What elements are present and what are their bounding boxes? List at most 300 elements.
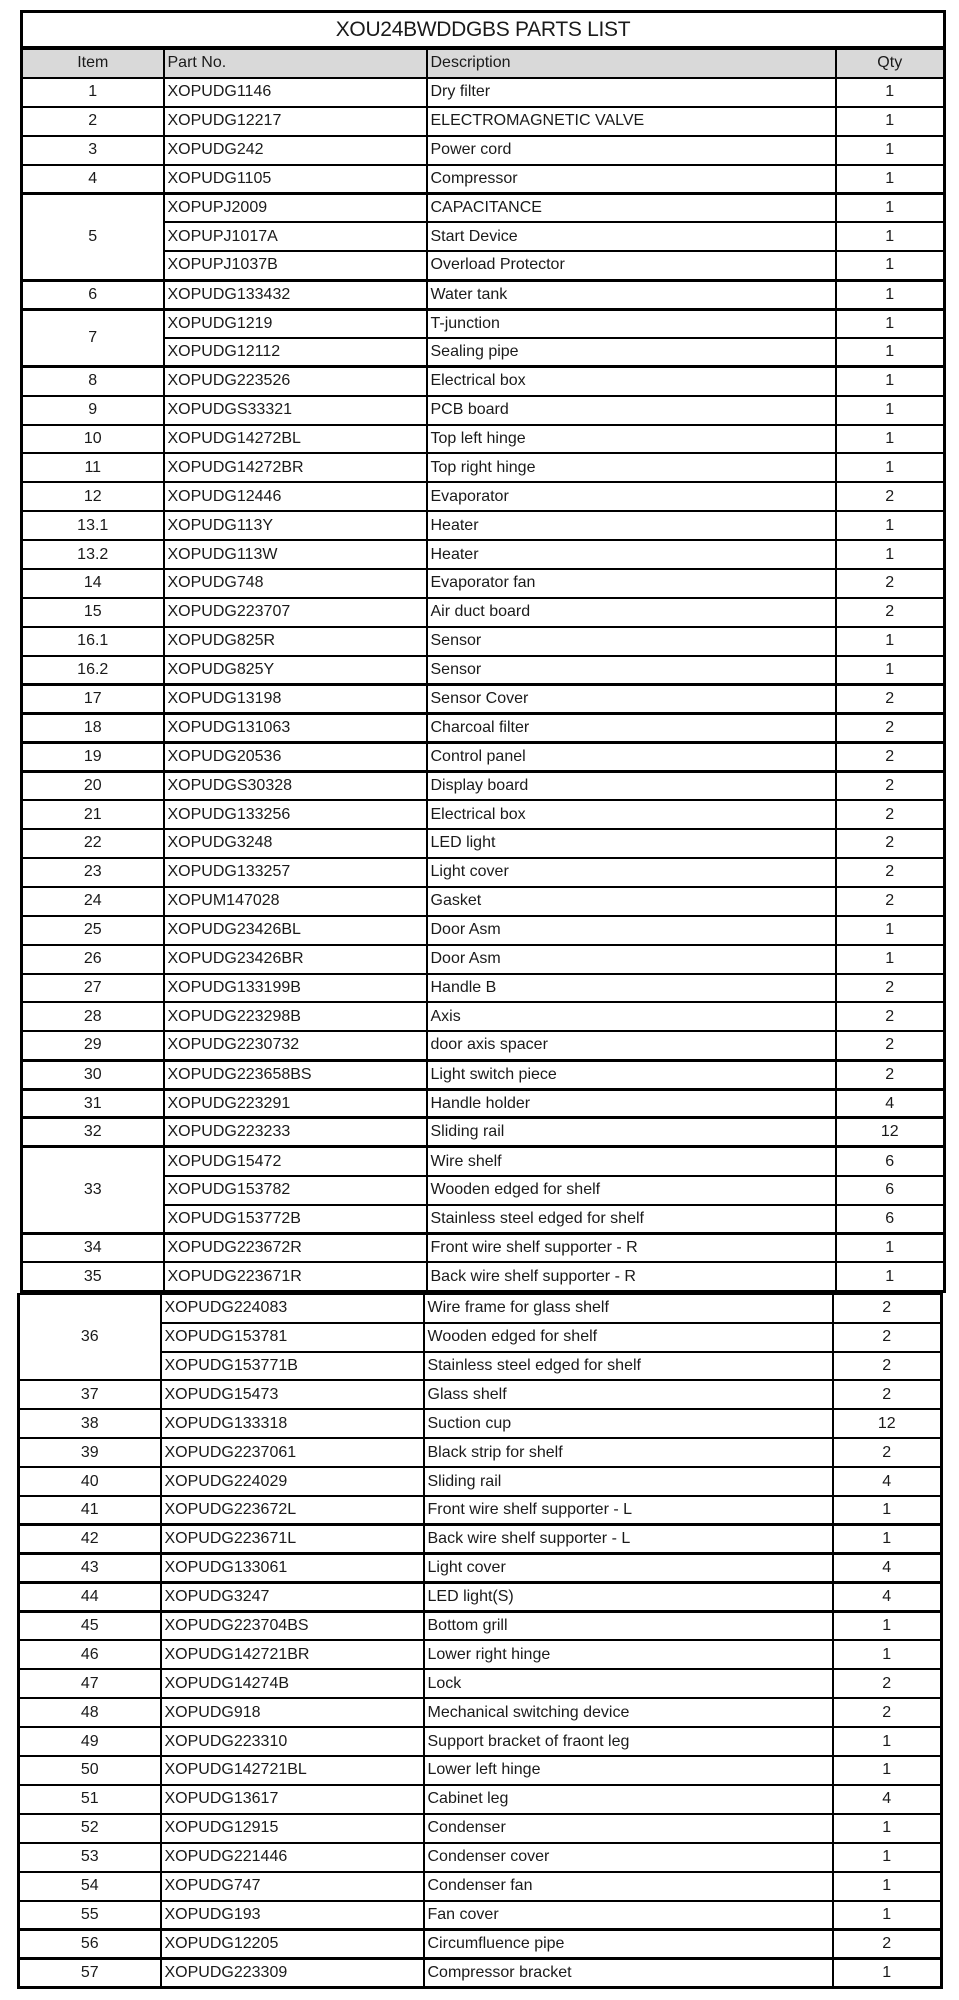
parts-table-lower	[17, 1293, 943, 1989]
table-row	[22, 280, 945, 309]
cell-qty: 2	[836, 1031, 945, 1060]
parts-table-body-upper	[22, 78, 945, 1291]
cell-item: 12	[22, 482, 164, 511]
cell-description: Lock	[424, 1669, 833, 1698]
cell-description: Wire shelf	[427, 1147, 836, 1176]
cell-item: 21	[22, 800, 164, 829]
cell-part-no: XOPUDG223233	[164, 1118, 427, 1147]
cell-qty: 1	[836, 251, 945, 280]
cell-item: 53	[19, 1843, 161, 1872]
cell-qty: 1	[833, 1727, 942, 1756]
cell-part-no: XOPUM147028	[164, 887, 427, 916]
cell-qty: 1	[833, 1640, 942, 1669]
cell-item: 34	[22, 1234, 164, 1263]
cell-part-no: XOPUDG133199B	[164, 974, 427, 1003]
table-row	[22, 1089, 945, 1118]
cell-description: Cabinet leg	[424, 1785, 833, 1814]
table-row	[19, 1929, 942, 1958]
cell-description: Heater	[427, 540, 836, 569]
cell-qty: 2	[836, 598, 945, 627]
cell-item: 54	[19, 1872, 161, 1901]
cell-description: Light switch piece	[427, 1060, 836, 1089]
table-row	[22, 713, 945, 742]
cell-qty: 4	[836, 1089, 945, 1118]
table-row	[19, 1525, 942, 1554]
cell-qty: 2	[833, 1352, 942, 1381]
cell-item: 23	[22, 858, 164, 887]
cell-description: Electrical box	[427, 800, 836, 829]
cell-description: Sliding rail	[424, 1467, 833, 1496]
cell-qty: 1	[836, 107, 945, 136]
cell-item: 27	[22, 974, 164, 1003]
cell-item: 9	[22, 396, 164, 425]
table-row	[22, 771, 945, 800]
table-row	[22, 1002, 945, 1031]
cell-qty: 1	[836, 396, 945, 425]
cell-description: Top right hinge	[427, 453, 836, 482]
table-row	[19, 1958, 942, 1987]
cell-description: Condenser	[424, 1814, 833, 1843]
cell-part-no: XOPUDG153782	[164, 1176, 427, 1205]
cell-qty: 1	[836, 222, 945, 251]
cell-qty: 1	[833, 1872, 942, 1901]
table-row	[19, 1872, 942, 1901]
cell-qty: 1	[836, 309, 945, 338]
cell-item: 15	[22, 598, 164, 627]
table-row	[22, 858, 945, 887]
cell-qty: 2	[836, 685, 945, 714]
cell-qty: 2	[836, 771, 945, 800]
cell-qty: 1	[836, 1234, 945, 1263]
cell-qty: 2	[833, 1380, 942, 1409]
cell-item: 16.1	[22, 627, 164, 656]
cell-description: LED light	[427, 829, 836, 858]
cell-item: 48	[19, 1698, 161, 1727]
cell-item: 20	[22, 771, 164, 800]
table-row	[22, 1118, 945, 1147]
cell-part-no: XOPUDG825R	[164, 627, 427, 656]
table-row	[22, 1234, 945, 1263]
cell-qty: 4	[833, 1583, 942, 1612]
cell-part-no: XOPUDG23426BR	[164, 945, 427, 974]
cell-description: LED light(S)	[424, 1583, 833, 1612]
cell-description: Compressor bracket	[424, 1958, 833, 1987]
cell-item: 6	[22, 280, 164, 309]
cell-qty: 2	[833, 1929, 942, 1958]
cell-part-no: XOPUDG133257	[164, 858, 427, 887]
cell-item: 1	[22, 78, 164, 107]
cell-part-no: XOPUDG825Y	[164, 656, 427, 685]
cell-part-no: XOPUDG14272BL	[164, 425, 427, 454]
cell-description: door axis spacer	[427, 1031, 836, 1060]
cell-qty: 6	[836, 1176, 945, 1205]
cell-item: 38	[19, 1409, 161, 1438]
cell-part-no: XOPUDG918	[161, 1698, 424, 1727]
cell-item: 10	[22, 425, 164, 454]
cell-qty: 1	[836, 338, 945, 367]
cell-item: 29	[22, 1031, 164, 1060]
cell-part-no: XOPUDG12915	[161, 1814, 424, 1843]
cell-part-no: XOPUDG153781	[161, 1323, 424, 1352]
table-row	[19, 1785, 942, 1814]
table-row	[19, 1843, 942, 1872]
cell-qty: 1	[836, 540, 945, 569]
cell-part-no: XOPUDG224083	[161, 1294, 424, 1323]
table-row	[22, 540, 945, 569]
table-row	[22, 1060, 945, 1089]
cell-description: CAPACITANCE	[427, 193, 836, 222]
cell-description: Wooden edged for shelf	[424, 1323, 833, 1352]
cell-item: 13.1	[22, 511, 164, 540]
cell-item: 24	[22, 887, 164, 916]
cell-qty: 1	[836, 453, 945, 482]
cell-description: PCB board	[427, 396, 836, 425]
cell-description: Sensor	[427, 627, 836, 656]
cell-item: 51	[19, 1785, 161, 1814]
table-row	[19, 1727, 942, 1756]
cell-qty: 2	[836, 858, 945, 887]
cell-item: 47	[19, 1669, 161, 1698]
cell-qty: 12	[833, 1409, 942, 1438]
cell-part-no: XOPUDG223704BS	[161, 1612, 424, 1641]
cell-description: Stainless steel edged for shelf	[427, 1205, 836, 1234]
table-row	[19, 1640, 942, 1669]
cell-description: Bottom grill	[424, 1612, 833, 1641]
cell-part-no: XOPUDG15472	[164, 1147, 427, 1176]
cell-part-no: XOPUDG224029	[161, 1467, 424, 1496]
cell-description: Handle B	[427, 974, 836, 1003]
cell-part-no: XOPUDG223672R	[164, 1234, 427, 1263]
cell-description: Door Asm	[427, 945, 836, 974]
cell-description: Electrical box	[427, 367, 836, 396]
cell-description: ELECTROMAGNETIC VALVE	[427, 107, 836, 136]
table-row	[22, 887, 945, 916]
cell-description: Heater	[427, 511, 836, 540]
cell-part-no: XOPUDG12217	[164, 107, 427, 136]
cell-part-no: XOPUDG133061	[161, 1554, 424, 1583]
column-header-description: Description	[427, 49, 836, 78]
cell-description: Sealing pipe	[427, 338, 836, 367]
table-row	[22, 193, 945, 222]
cell-part-no: XOPUDG223671R	[164, 1262, 427, 1291]
cell-qty: 2	[836, 713, 945, 742]
table-row	[19, 1496, 942, 1525]
cell-description: Overload Protector	[427, 251, 836, 280]
cell-qty: 1	[836, 78, 945, 107]
cell-part-no: XOPUDG20536	[164, 742, 427, 771]
table-row	[19, 1438, 942, 1467]
cell-part-no: XOPUDG3247	[161, 1583, 424, 1612]
cell-item: 41	[19, 1496, 161, 1525]
cell-item: 14	[22, 569, 164, 598]
table-row	[22, 1262, 945, 1291]
cell-qty: 1	[836, 367, 945, 396]
cell-qty: 2	[833, 1669, 942, 1698]
cell-qty: 1	[836, 916, 945, 945]
cell-part-no: XOPUDG193	[161, 1901, 424, 1930]
cell-part-no: XOPUPJ2009	[164, 193, 427, 222]
cell-qty: 12	[836, 1118, 945, 1147]
parts-list-sheet	[20, 10, 946, 1989]
cell-description: Fan cover	[424, 1901, 833, 1930]
cell-qty: 1	[833, 1843, 942, 1872]
cell-description: Front wire shelf supporter - L	[424, 1496, 833, 1525]
cell-qty: 2	[836, 974, 945, 1003]
cell-part-no: XOPUDG23426BL	[164, 916, 427, 945]
cell-item: 33	[22, 1147, 164, 1234]
cell-description: Charcoal filter	[427, 713, 836, 742]
parts-table-upper	[20, 48, 946, 1293]
cell-part-no: XOPUDG2230732	[164, 1031, 427, 1060]
cell-item: 26	[22, 945, 164, 974]
cell-description: Stainless steel edged for shelf	[424, 1352, 833, 1381]
cell-description: Lower left hinge	[424, 1756, 833, 1785]
cell-item: 3	[22, 136, 164, 165]
cell-part-no: XOPUDG15473	[161, 1380, 424, 1409]
cell-description: Back wire shelf supporter - L	[424, 1525, 833, 1554]
cell-qty: 2	[836, 800, 945, 829]
cell-qty: 2	[833, 1294, 942, 1323]
cell-qty: 1	[833, 1901, 942, 1930]
cell-part-no: XOPUDG113W	[164, 540, 427, 569]
cell-item: 42	[19, 1525, 161, 1554]
cell-description: Mechanical switching device	[424, 1698, 833, 1727]
cell-part-no: XOPUDG142721BR	[161, 1640, 424, 1669]
cell-item: 35	[22, 1262, 164, 1291]
cell-part-no: XOPUDG1105	[164, 165, 427, 194]
cell-description: Start Device	[427, 222, 836, 251]
table-row	[19, 1583, 942, 1612]
cell-qty: 1	[836, 627, 945, 656]
cell-qty: 4	[833, 1785, 942, 1814]
cell-part-no: XOPUDG133256	[164, 800, 427, 829]
cell-part-no: XOPUDG153772B	[164, 1205, 427, 1234]
cell-item: 49	[19, 1727, 161, 1756]
cell-qty: 1	[836, 656, 945, 685]
cell-description: Water tank	[427, 280, 836, 309]
cell-qty: 1	[836, 136, 945, 165]
cell-qty: 1	[836, 1262, 945, 1291]
cell-part-no: XOPUDG2237061	[161, 1438, 424, 1467]
cell-item: 40	[19, 1467, 161, 1496]
cell-description: Black strip for shelf	[424, 1438, 833, 1467]
cell-part-no: XOPUDG1219	[164, 309, 427, 338]
cell-item: 43	[19, 1554, 161, 1583]
table-row	[22, 742, 945, 771]
cell-description: Glass shelf	[424, 1380, 833, 1409]
table-row	[22, 165, 945, 194]
cell-qty: 4	[833, 1554, 942, 1583]
table-row	[19, 1612, 942, 1641]
table-row	[22, 569, 945, 598]
cell-qty: 2	[833, 1698, 942, 1727]
cell-description: T-junction	[427, 309, 836, 338]
cell-part-no: XOPUPJ1017A	[164, 222, 427, 251]
cell-item: 31	[22, 1089, 164, 1118]
cell-description: Top left hinge	[427, 425, 836, 454]
cell-item: 52	[19, 1814, 161, 1843]
cell-part-no: XOPUDG13617	[161, 1785, 424, 1814]
cell-description: Condenser cover	[424, 1843, 833, 1872]
cell-qty: 1	[836, 165, 945, 194]
table-row	[22, 309, 945, 338]
table-row	[22, 136, 945, 165]
cell-part-no: XOPUPJ1037B	[164, 251, 427, 280]
cell-part-no: XOPUDG153771B	[161, 1352, 424, 1381]
cell-description: Suction cup	[424, 1409, 833, 1438]
cell-part-no: XOPUDGS33321	[164, 396, 427, 425]
cell-part-no: XOPUDG113Y	[164, 511, 427, 540]
cell-qty: 1	[836, 511, 945, 540]
cell-part-no: XOPUDG12205	[161, 1929, 424, 1958]
cell-qty: 4	[833, 1467, 942, 1496]
cell-qty: 1	[833, 1496, 942, 1525]
cell-qty: 1	[833, 1525, 942, 1554]
cell-part-no: XOPUDG142721BL	[161, 1756, 424, 1785]
table-row	[22, 974, 945, 1003]
cell-part-no: XOPUDG14274B	[161, 1669, 424, 1698]
table-row	[19, 1294, 942, 1323]
cell-qty: 1	[833, 1814, 942, 1843]
cell-qty: 2	[836, 1002, 945, 1031]
table-row	[19, 1380, 942, 1409]
cell-qty: 6	[836, 1205, 945, 1234]
cell-item: 5	[22, 193, 164, 280]
cell-item: 36	[19, 1294, 161, 1381]
cell-part-no: XOPUDG1146	[164, 78, 427, 107]
cell-qty: 6	[836, 1147, 945, 1176]
cell-description: Sensor Cover	[427, 685, 836, 714]
table-row	[22, 800, 945, 829]
cell-part-no: XOPUDG223310	[161, 1727, 424, 1756]
cell-qty: 1	[836, 193, 945, 222]
cell-item: 39	[19, 1438, 161, 1467]
cell-description: Handle holder	[427, 1089, 836, 1118]
table-row	[22, 1031, 945, 1060]
cell-description: Wire frame for glass shelf	[424, 1294, 833, 1323]
table-row	[22, 453, 945, 482]
cell-description: Light cover	[427, 858, 836, 887]
header-row	[22, 49, 945, 78]
cell-part-no: XOPUDG223526	[164, 367, 427, 396]
cell-part-no: XOPUDG133432	[164, 280, 427, 309]
cell-part-no: XOPUDG242	[164, 136, 427, 165]
cell-description: Compressor	[427, 165, 836, 194]
cell-description: Dry filter	[427, 78, 836, 107]
cell-qty: 2	[836, 829, 945, 858]
table-row	[19, 1669, 942, 1698]
cell-item: 4	[22, 165, 164, 194]
cell-item: 25	[22, 916, 164, 945]
cell-part-no: XOPUDG748	[164, 569, 427, 598]
cell-item: 32	[22, 1118, 164, 1147]
table-row	[22, 656, 945, 685]
table-row	[19, 1554, 942, 1583]
cell-description: Sliding rail	[427, 1118, 836, 1147]
cell-description: Gasket	[427, 887, 836, 916]
cell-qty: 1	[833, 1756, 942, 1785]
table-row	[22, 78, 945, 107]
cell-part-no: XOPUDG223291	[164, 1089, 427, 1118]
table-row	[22, 627, 945, 656]
cell-qty: 1	[836, 425, 945, 454]
cell-item: 19	[22, 742, 164, 771]
cell-part-no: XOPUDG14272BR	[164, 453, 427, 482]
cell-description: Circumfluence pipe	[424, 1929, 833, 1958]
cell-part-no: XOPUDG223658BS	[164, 1060, 427, 1089]
table-row	[19, 1814, 942, 1843]
cell-description: Lower right hinge	[424, 1640, 833, 1669]
cell-part-no: XOPUDG13198	[164, 685, 427, 714]
cell-description: Light cover	[424, 1554, 833, 1583]
table-row	[22, 829, 945, 858]
cell-description: Sensor	[427, 656, 836, 685]
column-header-qty: Qty	[836, 49, 945, 78]
table-row	[22, 916, 945, 945]
cell-qty: 2	[836, 1060, 945, 1089]
cell-qty: 2	[836, 482, 945, 511]
cell-item: 13.2	[22, 540, 164, 569]
cell-part-no: XOPUDG12446	[164, 482, 427, 511]
cell-part-no: XOPUDG747	[161, 1872, 424, 1901]
table-row	[22, 945, 945, 974]
cell-part-no: XOPUDG223298B	[164, 1002, 427, 1031]
cell-description: Control panel	[427, 742, 836, 771]
cell-qty: 1	[836, 280, 945, 309]
cell-item: 57	[19, 1958, 161, 1987]
table-row	[19, 1901, 942, 1930]
cell-qty: 1	[833, 1958, 942, 1987]
table-row	[22, 482, 945, 511]
cell-item: 16.2	[22, 656, 164, 685]
table-row	[19, 1698, 942, 1727]
cell-qty: 2	[836, 569, 945, 598]
cell-qty: 2	[836, 887, 945, 916]
column-header-part-no: Part No.	[164, 49, 427, 78]
cell-description: Front wire shelf supporter - R	[427, 1234, 836, 1263]
cell-item: 11	[22, 453, 164, 482]
cell-part-no: XOPUDGS30328	[164, 771, 427, 800]
cell-part-no: XOPUDG223707	[164, 598, 427, 627]
cell-qty: 1	[833, 1612, 942, 1641]
table-row	[22, 107, 945, 136]
cell-item: 7	[22, 309, 164, 367]
cell-description: Evaporator	[427, 482, 836, 511]
cell-item: 37	[19, 1380, 161, 1409]
cell-item: 55	[19, 1901, 161, 1930]
cell-qty: 2	[836, 742, 945, 771]
cell-part-no: XOPUDG223671L	[161, 1525, 424, 1554]
cell-description: Axis	[427, 1002, 836, 1031]
cell-part-no: XOPUDG131063	[164, 713, 427, 742]
cell-part-no: XOPUDG3248	[164, 829, 427, 858]
table-row	[22, 1147, 945, 1176]
cell-part-no: XOPUDG133318	[161, 1409, 424, 1438]
table-row	[22, 511, 945, 540]
cell-description: Condenser fan	[424, 1872, 833, 1901]
cell-item: 2	[22, 107, 164, 136]
cell-part-no: XOPUDG223672L	[161, 1496, 424, 1525]
table-row	[22, 685, 945, 714]
cell-description: Air duct board	[427, 598, 836, 627]
cell-item: 28	[22, 1002, 164, 1031]
cell-item: 56	[19, 1929, 161, 1958]
cell-description: Evaporator fan	[427, 569, 836, 598]
parts-list-title: XOU24BWDDGBS PARTS LIST	[20, 10, 946, 48]
cell-item: 8	[22, 367, 164, 396]
table-row	[19, 1409, 942, 1438]
table-row	[22, 598, 945, 627]
